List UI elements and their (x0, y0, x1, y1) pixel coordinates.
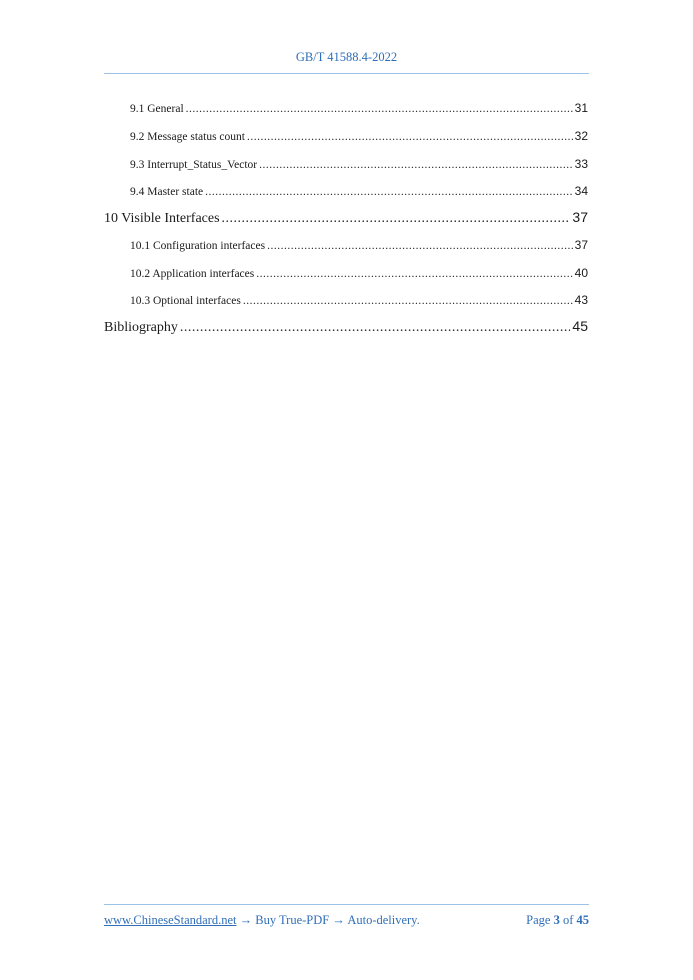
dot-leader (222, 211, 571, 227)
footer-divider (104, 904, 589, 905)
toc-entry-10-1[interactable] (130, 238, 588, 252)
standard-number: GB/T 41588.4-2022 (295, 50, 398, 64)
toc-entry-title: 10.1 Configuration interfaces (130, 240, 266, 252)
toc-entry-bibliography[interactable] (104, 318, 588, 336)
arrow-icon: → (239, 913, 253, 927)
dot-leader (256, 268, 572, 280)
running-header (104, 50, 589, 65)
running-footer (104, 913, 589, 928)
dot-leader (259, 159, 573, 171)
toc-entry-page: 37 (574, 238, 588, 252)
dot-leader (247, 131, 573, 143)
page-word: Page (526, 913, 551, 927)
toc-entry-9-2[interactable] (130, 129, 588, 143)
total-pages: 45 (576, 913, 589, 927)
toc-entry-9-3[interactable] (130, 157, 588, 171)
toc-entry-title: Bibliography (104, 320, 178, 335)
toc-entry-page: 43 (574, 293, 588, 307)
toc-entry-page: 34 (574, 184, 588, 198)
dot-leader (243, 295, 573, 307)
toc-entry-10[interactable] (104, 209, 588, 227)
toc-entry-9-1[interactable] (130, 101, 588, 115)
toc-entry-10-3[interactable] (130, 293, 588, 307)
toc-entry-page: 31 (574, 101, 588, 115)
toc-entry-10-2[interactable] (130, 266, 588, 280)
dot-leader (205, 186, 573, 198)
dot-leader (267, 240, 573, 252)
dot-leader (180, 320, 571, 336)
dot-leader (186, 103, 573, 115)
toc-entry-title: 10.3 Optional interfaces (130, 295, 241, 307)
toc-entry-title: 9.4 Master state (130, 186, 204, 198)
header-divider (104, 73, 589, 74)
toc-entry-page: 33 (574, 157, 588, 171)
website-link[interactable]: www.ChineseStandard.net (104, 913, 237, 927)
toc-entry-title: 9.1 General (130, 103, 184, 115)
toc-entry-page: 37 (572, 209, 588, 225)
footer-promo (104, 913, 420, 928)
toc-entry-9-4[interactable] (130, 184, 588, 198)
page-number (526, 913, 589, 928)
toc-entry-title: 10.2 Application interfaces (130, 268, 255, 280)
toc-entry-page: 45 (572, 318, 588, 334)
toc-entry-title: 9.3 Interrupt_Status_Vector (130, 159, 258, 171)
toc-entry-title: 10 Visible Interfaces (104, 211, 220, 226)
delivery-text: Auto-delivery. (347, 913, 420, 927)
of-word: of (562, 913, 574, 927)
current-page: 3 (553, 913, 560, 927)
toc-entry-page: 40 (574, 266, 588, 280)
buy-text: Buy True-PDF (255, 913, 330, 927)
arrow-icon: → (332, 913, 345, 927)
toc-entry-title: 9.2 Message status count (130, 131, 245, 143)
toc-entry-page: 32 (574, 129, 588, 143)
